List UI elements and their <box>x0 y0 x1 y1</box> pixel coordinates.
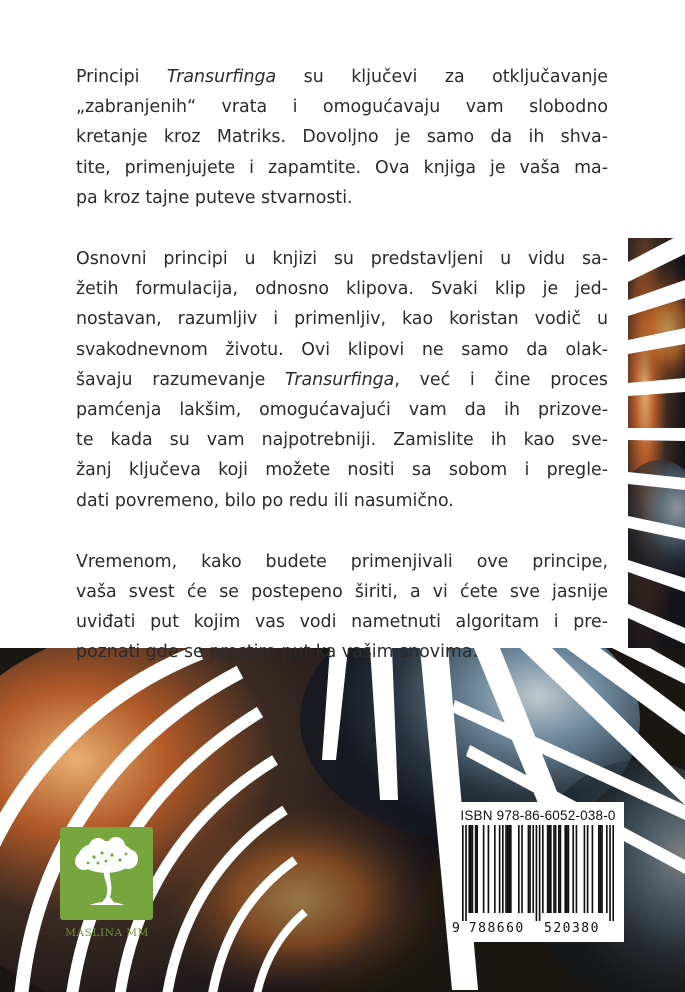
barcode-bar <box>475 825 477 913</box>
barcode-bar <box>564 825 566 913</box>
barcode-bar <box>488 825 490 913</box>
barcode-bar <box>576 825 578 913</box>
barcode-bar <box>502 825 504 913</box>
barcode-bar <box>536 825 538 921</box>
barcode-bar <box>468 825 470 913</box>
barcode-bar <box>609 825 611 921</box>
barcode-bar <box>505 825 507 913</box>
barcode-bar <box>592 825 594 913</box>
barcode-bar <box>542 825 544 913</box>
barcode-bar <box>547 825 549 913</box>
barcode-bar <box>587 825 589 913</box>
paragraph <box>76 244 608 516</box>
barcode-bar <box>558 825 560 913</box>
text-line: šavaju razumevanje Transurfinga, već i čine proces <box>76 369 608 390</box>
text-line: Osnovni principi u knjizi su predstavljeni u vidu sa- <box>76 249 608 270</box>
publisher-name: MASLINA MM <box>65 927 149 939</box>
text-line: kretanje kroz Matriks. Dovoljno je samo da ih shva- <box>76 127 608 148</box>
text-line: žanj ključeva koji možete nositi sa sobom i pregle- <box>76 460 608 481</box>
olive-tree-icon <box>60 827 153 920</box>
barcode-bar <box>601 825 603 913</box>
barcode-bar <box>548 825 550 913</box>
text-line: uviđati put kojim vas vodi nametnuti algoritam i pre- <box>76 612 608 633</box>
text-line: Vremenom, kako budete primenjivali ove principe, <box>76 551 608 572</box>
isbn-digits-right: 520380 <box>544 921 600 936</box>
barcode-bar <box>470 825 472 913</box>
isbn-barcode <box>452 802 624 942</box>
text-line: pa kroz tajne puteve stvarnosti. <box>76 187 353 208</box>
barcode-bar <box>462 825 464 921</box>
paragraph <box>76 62 608 213</box>
barcode-bar <box>600 825 602 913</box>
barcode-bar <box>539 825 541 921</box>
barcode-bar <box>529 825 531 913</box>
text-line: vaša svest će se postepeno širiti, a vi ćete sve jasnije <box>76 582 608 603</box>
text-line: žetih formulacija, odnosno klipova. Svaki klip je jed- <box>76 279 608 300</box>
text-line: nostavan, razumljiv i primenljiv, kao koristan vodič u <box>76 309 608 330</box>
text-line: Principi Transurfinga su ključevi za otključavanje <box>76 67 608 87</box>
text-line: pamćenja lakšim, omogućavajući vam da ih prizove- <box>76 400 608 421</box>
barcode-bar <box>499 825 501 913</box>
barcode-bar <box>528 825 530 913</box>
barcode-bar <box>553 825 555 913</box>
barcode-bars <box>462 825 614 921</box>
text-line: te kada su vam najpotrebniji. Zamislite ih kao sve- <box>76 430 608 451</box>
barcode-bar <box>521 825 523 913</box>
isbn-label: ISBN 978-86-6052-038-0 <box>460 808 616 823</box>
barcode-bar <box>612 825 614 921</box>
barcode-bar <box>483 825 485 913</box>
barcode-bar <box>566 825 568 913</box>
barcode-bar <box>476 825 478 913</box>
barcode-bar <box>532 825 534 913</box>
barcode-bar <box>472 825 474 913</box>
barcode-bar <box>584 825 586 913</box>
isbn-digits-left: 788660 <box>468 921 525 936</box>
barcode-bar <box>572 825 574 913</box>
text-line: poznati gde se prostire put ka vašim snovima. <box>76 642 479 663</box>
isbn-digit-first: 9 <box>452 921 460 936</box>
barcode-bar <box>507 825 509 913</box>
paragraph <box>76 547 608 668</box>
barcode-bar <box>494 825 496 913</box>
text-line: svakodnevnom životu. Ovi klipovi ne samo da olak- <box>76 339 608 360</box>
barcode-bar <box>510 825 512 913</box>
back-cover-text <box>76 62 608 699</box>
barcode-bar <box>560 825 562 913</box>
text-line: tite, primenjujete i zapamtite. Ova knjiga je vaša ma- <box>76 157 608 178</box>
barcode-bar <box>550 825 552 913</box>
barcode-bar <box>555 825 557 913</box>
barcode-bar <box>518 825 520 913</box>
barcode-bar <box>606 825 608 913</box>
text-line: dati povremeno, bilo po redu ili nasumično. <box>76 490 454 511</box>
publisher-logo <box>60 827 153 920</box>
barcode-bar <box>568 825 570 913</box>
barcode-bar <box>465 825 467 921</box>
text-line: „zabranjenih“ vrata i omogućavaju vam slobodno <box>76 97 608 118</box>
barcode-bar <box>598 825 600 913</box>
barcode-bar <box>508 825 510 913</box>
